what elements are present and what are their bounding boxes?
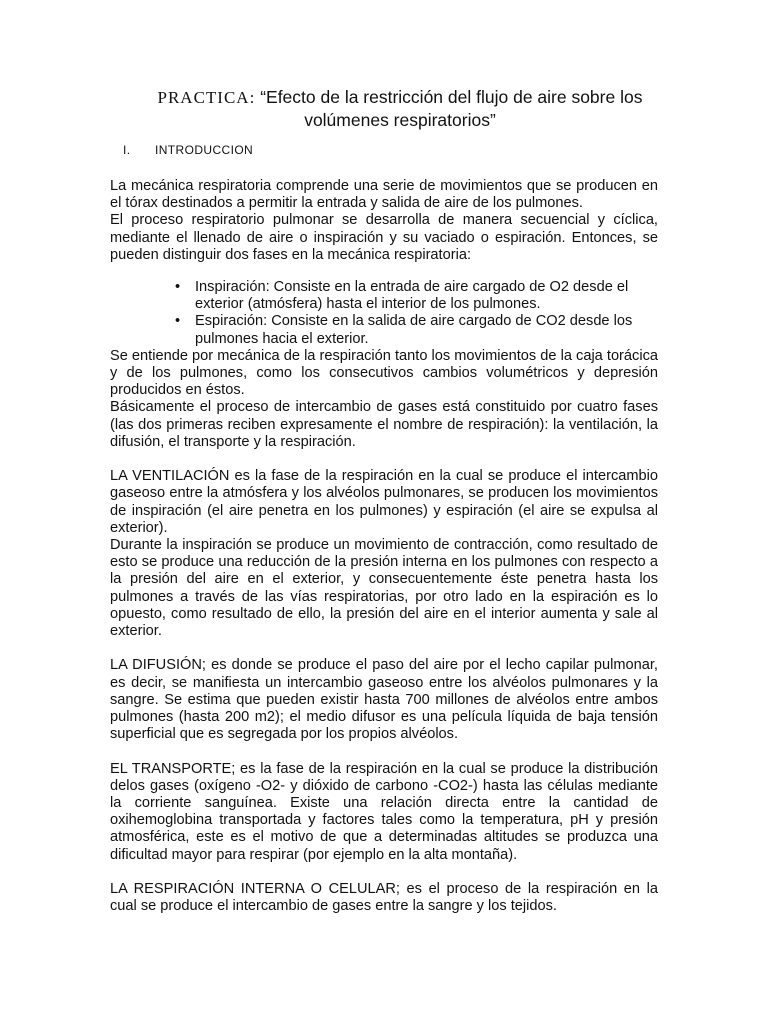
paragraph-cellular-respiration: LA RESPIRACIÓN INTERNA O CELULAR; es el proceso de la respiración en la cual se produce el intercambio de gases entre la sangre y los tejidos. bbox=[110, 881, 658, 915]
paragraph-intro-2: El proceso respiratorio pulmonar se desarrolla de manera secuencial y cíclica, mediante el llenado de aire o inspiración y su vaciado o espiración. Entonces, se pueden distinguir dos fases en la mecánica respiratoria: bbox=[110, 212, 658, 263]
title-line-1 bbox=[110, 86, 690, 109]
paragraph-mechanics: Se entiende por mecánica de la respiración tanto los movimientos de la caja torácica y de los pulmones, como los consecutivos cambios volumétricos y depresión producidos en éstos. bbox=[110, 347, 658, 399]
paragraph-diffusion: LA DIFUSIÓN; es donde se produce el paso del aire por el lecho capilar pulmonar, es decir, se manifiesta un intercambio gaseoso entre los alvéolos pulmonares y la sangre. Se estima que pueden existir hasta 700 millones de alvéolos entre ambos pulmones (hasta 200 m2); el medio difusor es una película líquida de baja tensión superficial que es segregada por los propios alvéolos. bbox=[110, 657, 658, 743]
paragraph-gas-exchange: Básicamente el proceso de intercambio de gases está constituido por cuatro fases (las dos primeras reciben expresamente el nombre de respiración): la ventilación, la difusión, el transporte y la respiración. bbox=[110, 399, 658, 450]
section-name: INTRODUCCION bbox=[155, 143, 254, 157]
list-item-text: Espiración: Consiste en la salida de aire cargado de CO2 desde los pulmones hacia el exterior. bbox=[195, 313, 633, 347]
bullet-icon: • bbox=[175, 313, 181, 330]
section-heading bbox=[123, 143, 253, 157]
document-title bbox=[110, 86, 690, 131]
title-text-line-2: volúmenes respiratorios” bbox=[304, 110, 496, 130]
paragraph-intro-1: La mecánica respiratoria comprende una serie de movimientos que se producen en el tórax destinados a permitir la entrada y salida de aire de los pulmones. bbox=[110, 178, 658, 212]
title-label: PRACTICA: bbox=[157, 88, 256, 107]
list-item bbox=[175, 313, 658, 347]
body-text bbox=[110, 178, 658, 915]
list-item-text: Inspiración: Consiste en la entrada de aire cargado de O2 desde el exterior (atmósfera) hasta el interior de los pulmones. bbox=[195, 279, 629, 313]
paragraph-ventilation: LA VENTILACIÓN es la fase de la respiración en la cual se produce el intercambio gaseoso entre la atmósfera y los alvéolos pulmonares, se producen los movimientos de inspiración (el aire penetra en los pulmones) y espiración (el aire se expulsa al exterior). bbox=[110, 468, 658, 536]
paragraph-inspiration: Durante la inspiración se produce un movimiento de contracción, como resultado de esto se produce una reducción de la presión interna en los pulmones con respecto a la presión del aire en el exterior, y consecuentemente éste penetra hasta los pulmones a través de las vías respiratorias, por otro lado en la espiración es lo opuesto, como resultado de ello, la presión del aire en el interior aumenta y sale al exterior. bbox=[110, 537, 658, 640]
paragraph-transport: EL TRANSPORTE; es la fase de la respiración en la cual se produce la distribución delos gases (oxígeno -O2- y dióxido de carbono -CO2-) hasta las células mediante la corriente sanguínea. Existe una relación directa entre la cantidad de oxihemoglobina transportada y factores tales como la temperatura, pH y presión atmosférica, este es el motivo de que a determinadas altitudes se produzca una dificultad mayor para respirar (por ejemplo en la alta montaña). bbox=[110, 760, 658, 863]
bullet-icon: • bbox=[175, 279, 181, 296]
section-number: I. bbox=[123, 143, 131, 157]
title-text-line-1: “Efecto de la restricción del flujo de aire sobre los bbox=[260, 87, 643, 107]
phases-list bbox=[110, 279, 658, 348]
list-item bbox=[175, 279, 658, 313]
